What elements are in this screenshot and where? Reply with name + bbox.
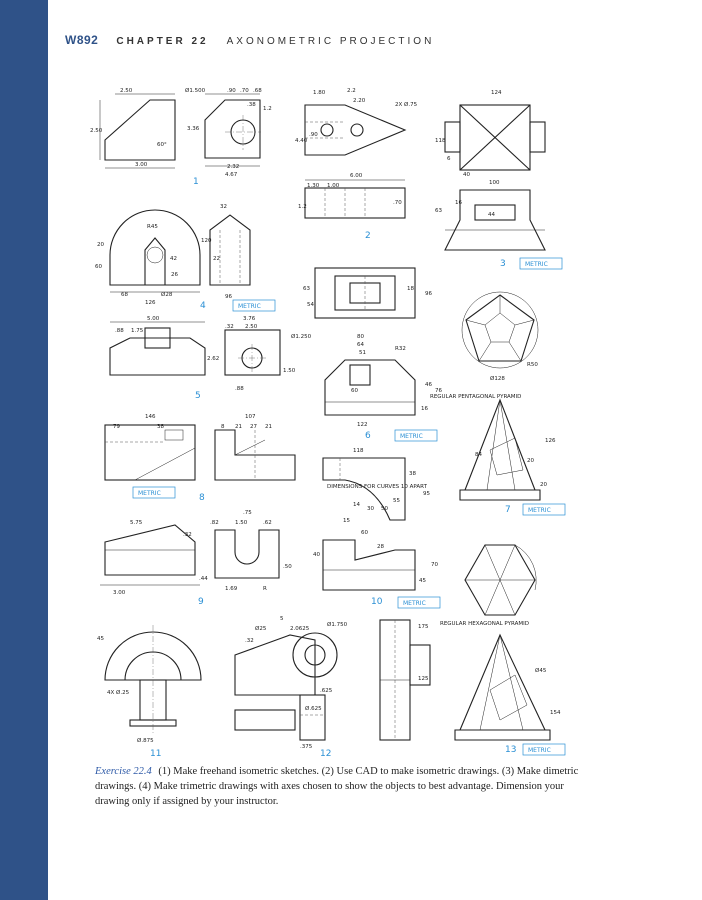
figure-7 <box>430 292 565 515</box>
figure-number: 2 <box>365 231 371 241</box>
dim-label: R50 <box>527 362 538 368</box>
dim-label: 40 <box>313 552 320 558</box>
dim-label: 51 <box>359 350 366 356</box>
figure-4-side-view <box>210 215 250 285</box>
figure-8 <box>105 414 295 503</box>
dim-label: .38 <box>247 102 256 108</box>
dim-label: 3.36 <box>187 126 200 132</box>
figure-2 <box>298 88 418 241</box>
dim-label: R45 <box>147 224 158 230</box>
dim-label: 45 <box>419 578 426 584</box>
dim-label: 2.2 <box>347 88 356 94</box>
dim-label: 4.40 <box>295 138 308 144</box>
dim-label: .90 <box>309 132 318 138</box>
dim-label: 2.50 <box>245 324 258 330</box>
pyramid-note: REGULAR PENTAGONAL PYRAMID <box>430 394 522 400</box>
metric-label: METRIC <box>528 507 551 514</box>
dim-label: .44 <box>199 576 208 582</box>
dim-label: Ø.625 <box>305 706 322 712</box>
dim-label: .88 <box>115 328 124 334</box>
dim-label: 55 <box>393 498 400 504</box>
dim-label: 28 <box>377 544 384 550</box>
exercise-text: (1) Make freehand isometric sketches. (2) Use CAD to make isometric drawings. (3) Make dimetric drawings. (4) Make trimetric drawings with axes chosen to show the objects to best advantage. Dimension your drawing only if assigned by your instructor. <box>95 766 579 807</box>
dim-label: 1.2 <box>263 106 272 112</box>
figure-number: 6 <box>365 431 371 441</box>
dim-label: .375 <box>300 744 313 750</box>
exercise-drawings <box>90 80 575 760</box>
dim-label: 107 <box>245 414 256 420</box>
side-color-bar <box>0 0 48 900</box>
dim-label: .70 <box>240 88 249 94</box>
dim-label: .625 <box>320 688 333 694</box>
figure-13 <box>418 621 565 755</box>
dim-label: 60 <box>351 388 358 394</box>
dim-label: 15 <box>343 518 350 524</box>
metric-label: METRIC <box>525 261 548 268</box>
dim-label: 21 <box>235 424 242 430</box>
dim-label: 3.76 <box>243 316 256 322</box>
dim-label: .88 <box>235 386 244 392</box>
figure-number: 10 <box>371 597 383 607</box>
dim-label: 46 <box>425 382 432 388</box>
dim-label: Ø1.250 <box>291 334 312 340</box>
dim-label: Ø1.750 <box>327 622 348 628</box>
dim-label: 8 <box>221 424 225 430</box>
dim-label: 154 <box>550 710 561 716</box>
figure-10-front-view <box>323 540 415 590</box>
figure-number: 13 <box>505 745 517 755</box>
dim-label: .62 <box>263 520 272 526</box>
dim-label: 96 <box>225 294 232 300</box>
dim-label: 2.50 <box>90 128 103 134</box>
dim-label: 1.50 <box>283 368 296 374</box>
figure-3-front-view <box>445 190 545 250</box>
figure-2-front-view <box>305 180 405 218</box>
dim-label: 76 <box>435 388 442 394</box>
dim-label: 27 <box>250 424 257 430</box>
dim-label: 3.00 <box>135 162 148 168</box>
figure-number: 12 <box>320 749 332 759</box>
dim-label: 44 <box>488 212 495 218</box>
curve-note: DIMENSIONS FOR CURVES 10 APART <box>327 484 427 490</box>
figure-7-front-view <box>460 400 540 500</box>
figure-number: 1 <box>193 177 199 187</box>
figure-3 <box>435 90 562 269</box>
dim-label: 118 <box>353 448 364 454</box>
dim-label: .70 <box>393 200 402 206</box>
figure-9-side-view <box>215 530 279 578</box>
dim-label: Ø.875 <box>137 738 154 744</box>
dim-label: 2.32 <box>227 164 240 170</box>
dim-label: 60 <box>361 530 368 536</box>
dim-label: 1.00 <box>327 183 340 189</box>
dim-label: 2X Ø.75 <box>395 102 418 108</box>
dim-label: 4.67 <box>225 172 238 178</box>
dim-label: 80 <box>357 334 364 340</box>
dim-label: 175 <box>418 624 429 630</box>
dim-label: 96 <box>425 291 432 297</box>
figure-6-top-view <box>315 268 415 318</box>
figure-9 <box>100 510 292 607</box>
figure-13-front-view <box>455 635 550 740</box>
metric-label: METRIC <box>403 600 426 607</box>
dim-label: 122 <box>357 422 368 428</box>
dim-label: 6 <box>447 156 451 162</box>
figure-13-top-view <box>465 545 536 615</box>
dim-label: 2.0625 <box>290 626 310 632</box>
dim-label: R <box>263 586 267 592</box>
dim-label: 1.69 <box>225 586 238 592</box>
dim-label: 64 <box>357 342 364 348</box>
dim-label: 18 <box>407 286 414 292</box>
figure-number: 11 <box>150 749 162 759</box>
dim-label: 42 <box>170 256 177 262</box>
dim-label: .75 <box>243 510 252 516</box>
dim-label: 21 <box>265 424 272 430</box>
dim-label: 38 <box>409 471 416 477</box>
dim-label: 95 <box>423 491 430 497</box>
dim-label: 60 <box>95 264 102 270</box>
dim-label: 5.00 <box>147 316 160 322</box>
dim-label: 118 <box>435 138 446 144</box>
dim-label: 70 <box>431 562 438 568</box>
dim-label: .82 <box>210 520 219 526</box>
dim-label: 1.75 <box>131 328 144 334</box>
dim-label: .50 <box>283 564 292 570</box>
exercise-caption <box>95 764 595 809</box>
figure-4 <box>95 204 275 311</box>
dim-label: 63 <box>435 208 442 214</box>
figure-number: 8 <box>199 493 205 503</box>
dim-label: .32 <box>183 532 192 538</box>
dim-label: 146 <box>145 414 156 420</box>
dim-label: 32 <box>220 204 227 210</box>
dim-label: 1.80 <box>313 90 326 96</box>
dim-label: 2.62 <box>207 356 220 362</box>
figure-10 <box>313 448 440 608</box>
figure-12-views <box>235 633 337 740</box>
figure-8-top-view <box>105 425 195 480</box>
dim-label: Ø25 <box>255 626 267 632</box>
figure-2-top-view <box>305 105 405 155</box>
dim-label: 20 <box>540 482 547 488</box>
figure-number: 4 <box>200 301 206 311</box>
dim-label: Ø128 <box>490 376 505 382</box>
figure-1 <box>90 87 308 187</box>
dim-label: R32 <box>395 346 406 352</box>
figure-12 <box>235 616 348 759</box>
dim-label: 3.00 <box>113 590 126 596</box>
dim-label: 100 <box>489 180 500 186</box>
dim-label: Ø1.500 <box>185 88 206 94</box>
dim-label: 1.30 <box>307 183 320 189</box>
figure-5-front-view <box>110 322 205 375</box>
dim-label: 84 <box>475 452 482 458</box>
metric-label: METRIC <box>400 433 423 440</box>
dim-label: 2.50 <box>120 88 133 94</box>
dim-label: .32 <box>225 324 234 330</box>
figure-6-front-view <box>325 360 415 415</box>
figure-8-side-view <box>215 430 295 480</box>
dim-label: 126 <box>145 300 156 306</box>
figure-3-top-view <box>445 105 545 170</box>
figure-number: 7 <box>505 505 511 515</box>
dim-label: 30 <box>367 506 374 512</box>
dim-label: 79 <box>113 424 120 430</box>
figure-number: 5 <box>195 391 201 401</box>
dim-label: .68 <box>253 88 262 94</box>
dim-label: 1.2 <box>298 204 307 210</box>
dim-label: 2.20 <box>353 98 366 104</box>
dim-label: .32 <box>245 638 254 644</box>
figure-5 <box>110 316 312 401</box>
metric-label: METRIC <box>138 490 161 497</box>
dim-label: 20 <box>527 458 534 464</box>
figure-7-top-view <box>462 292 538 368</box>
dim-label: 26 <box>171 272 178 278</box>
page-header <box>65 33 434 47</box>
metric-label: METRIC <box>528 747 551 754</box>
dim-label: 124 <box>491 90 502 96</box>
metric-label: METRIC <box>238 303 261 310</box>
dim-label: 16 <box>421 406 428 412</box>
dim-label: Ø45 <box>535 668 547 674</box>
dim-label: 1.50 <box>235 520 248 526</box>
dim-label: 5 <box>280 616 284 622</box>
dim-label: 54 <box>307 302 314 308</box>
exercise-label: Exercise 22.4 <box>95 766 152 777</box>
dim-label: 45 <box>97 636 104 642</box>
dim-label: 50 <box>381 506 388 512</box>
chapter-label: CHAPTER 22 <box>116 36 209 47</box>
figure-5-side-view <box>225 330 280 375</box>
dim-label: 16 <box>455 200 462 206</box>
figure-11-front-view <box>105 625 201 735</box>
dim-label: 20 <box>97 242 104 248</box>
dim-label: 14 <box>353 502 360 508</box>
dim-label: Ø28 <box>161 292 173 298</box>
page-number: W892 <box>65 33 99 47</box>
figure-6 <box>303 268 442 441</box>
dim-label: .90 <box>227 88 236 94</box>
dim-label: 22 <box>213 256 220 262</box>
dim-label: 68 <box>121 292 128 298</box>
figure-1-front-view <box>100 94 175 168</box>
dim-label: 6.00 <box>350 173 363 179</box>
chapter-title: AXONOMETRIC PROJECTION <box>226 36 435 47</box>
figure-11 <box>97 625 201 759</box>
pyramid-note: REGULAR HEXAGONAL PYRAMID <box>440 621 529 627</box>
figure-4-front-view <box>110 210 200 292</box>
dim-label: 125 <box>418 676 429 682</box>
dim-label: 126 <box>545 438 556 444</box>
dim-label: 63 <box>303 286 310 292</box>
dim-label: 5.75 <box>130 520 143 526</box>
dim-label: 120 <box>201 238 212 244</box>
dim-label: 40 <box>463 172 470 178</box>
dim-label: 4X Ø.25 <box>107 690 130 696</box>
figure-number: 9 <box>198 597 204 607</box>
dim-label: 60° <box>157 142 167 148</box>
figure-number: 3 <box>500 259 506 269</box>
dim-label: 38 <box>157 424 164 430</box>
